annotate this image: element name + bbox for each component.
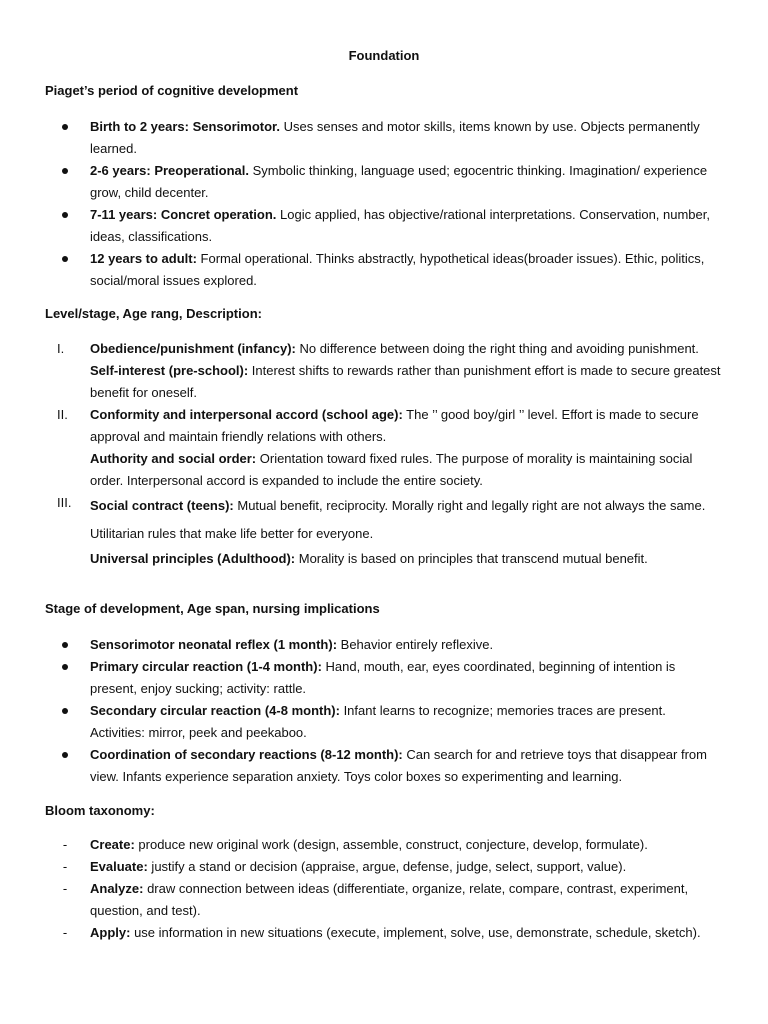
entry-text: Mutual benefit, reciprocity. Morally right and legally right are not always the same. Utilitarian rules that make life better for everyone. [90,498,706,541]
level-subentry [0,360,768,404]
item-label: Analyze: [90,881,144,896]
entry-label: Conformity and interpersonal accord (school age): [90,407,403,422]
bullet-icon [45,116,85,138]
item-label: Coordination of secondary reactions (8-12 month): [90,747,403,762]
level-numeral: II. [57,407,68,422]
bullet-icon [45,744,85,766]
bullet-icon [45,634,85,656]
item-label: Evaluate: [90,859,148,874]
entry-label: Social contract (teens): [90,498,234,513]
item-label: Apply: [90,925,131,940]
item-text: Formal operational. Thinks abstractly, hypothetical ideas(broader issues). Ethic, politics, social/moral issues explored. [90,251,705,288]
item-text: produce new original work (design, assemble, construct, conjecture, develop, formulate). [134,837,648,852]
bullet-icon [45,248,85,270]
item-label: 12 years to adult: [90,251,197,266]
list-item [0,834,768,856]
development-list [0,634,768,788]
item-label: Birth to 2 years: Sensorimotor. [90,119,280,134]
kohlberg-heading: Level/stage, Age rang, Description: [45,306,262,321]
level-numeral: I. [57,341,65,356]
list-item [0,204,768,248]
item-text: Infant learns to recognize; memories traces are present. Activities: mirror, peek and peekaboo. [90,703,666,740]
list-item [0,922,768,944]
list-item [0,116,768,160]
list-item [0,634,768,656]
bullet-icon [45,700,85,722]
list-item [0,744,768,788]
list-item [0,160,768,204]
entry-label: Authority and social order: [90,451,257,466]
level-subentry [0,448,768,492]
bullet-icon [45,160,85,182]
item-text: justify a stand or decision (appraise, argue, defense, judge, select, support, value). [147,859,627,874]
level-item [0,492,768,548]
item-label: Sensorimotor neonatal reflex (1 month): [90,637,338,652]
entry-text: Morality is based on principles that transcend mutual benefit. [295,551,648,566]
dash-marker: - [62,837,68,852]
item-label: 2-6 years: Preoperational. [90,163,249,178]
entry-label: Obedience/punishment (infancy): [90,341,296,356]
list-item [0,700,768,744]
entry-text: Orientation toward fixed rules. The purpose of morality is maintaining social order. Interpersonal accord is expanded to include the entire society. [90,451,693,488]
item-text: draw connection between ideas (differentiate, organize, relate, compare, contrast, experiment, question, and test). [90,881,689,918]
item-text: Symbolic thinking, language used; egocentric thinking. Imagination/ experience grow, child decenter. [90,163,708,200]
item-label: 7-11 years: Concret operation. [90,207,277,222]
bloom-heading: Bloom taxonomy: [45,803,155,818]
item-text: use information in new situations (execute, implement, solve, use, demonstrate, schedule, sketch). [130,925,701,940]
level-subentry [0,548,768,570]
list-item [0,856,768,878]
item-label: Primary circular reaction (1-4 month): [90,659,322,674]
entry-text: Interest shifts to rewards rather than punishment effort is made to secure greatest benefit for oneself. [90,363,721,400]
item-text: Uses senses and motor skills, items known by use. Objects permanently learned. [90,119,700,156]
entry-label: Self-interest (pre-school): [90,363,249,378]
dash-marker: - [62,925,68,940]
piaget-heading: Piaget’s period of cognitive development [45,83,299,98]
bloom-list [0,834,768,944]
item-text: Hand, mouth, ear, eyes coordinated, beginning of intention is present, enjoy sucking; activity: rattle. [90,659,676,696]
document-title: Foundation [348,48,420,63]
item-label: Secondary circular reaction (4-8 month): [90,703,340,718]
dash-marker: - [62,881,68,896]
entry-label: Universal principles (Adulthood): [90,551,296,566]
item-text: Logic applied, has objective/rational interpretations. Conservation, number, ideas, classifications. [90,207,710,244]
dash-marker: - [62,859,68,874]
item-text: Can search for and retrieve toys that disappear from view. Infants experience separation anxiety. Toys color boxes so experimenting and learning. [90,747,707,784]
list-item [0,878,768,922]
bullet-icon [45,656,85,678]
item-label: Create: [90,837,135,852]
list-item [0,248,768,292]
level-item [0,404,768,448]
piaget-list [0,116,768,292]
item-text: Behavior entirely reflexive. [337,637,494,652]
development-heading: Stage of development, Age span, nursing implications [45,601,380,616]
level-numeral: III. [57,495,72,510]
bullet-icon [45,204,85,226]
entry-text: No difference between doing the right thing and avoiding punishment. [295,341,699,356]
list-item [0,656,768,700]
kohlberg-list [0,338,768,570]
entry-text: The ’’ good boy/girl ’’ level. Effort is made to secure approval and maintain friendly relations with others. [90,407,699,444]
level-item [0,338,768,360]
